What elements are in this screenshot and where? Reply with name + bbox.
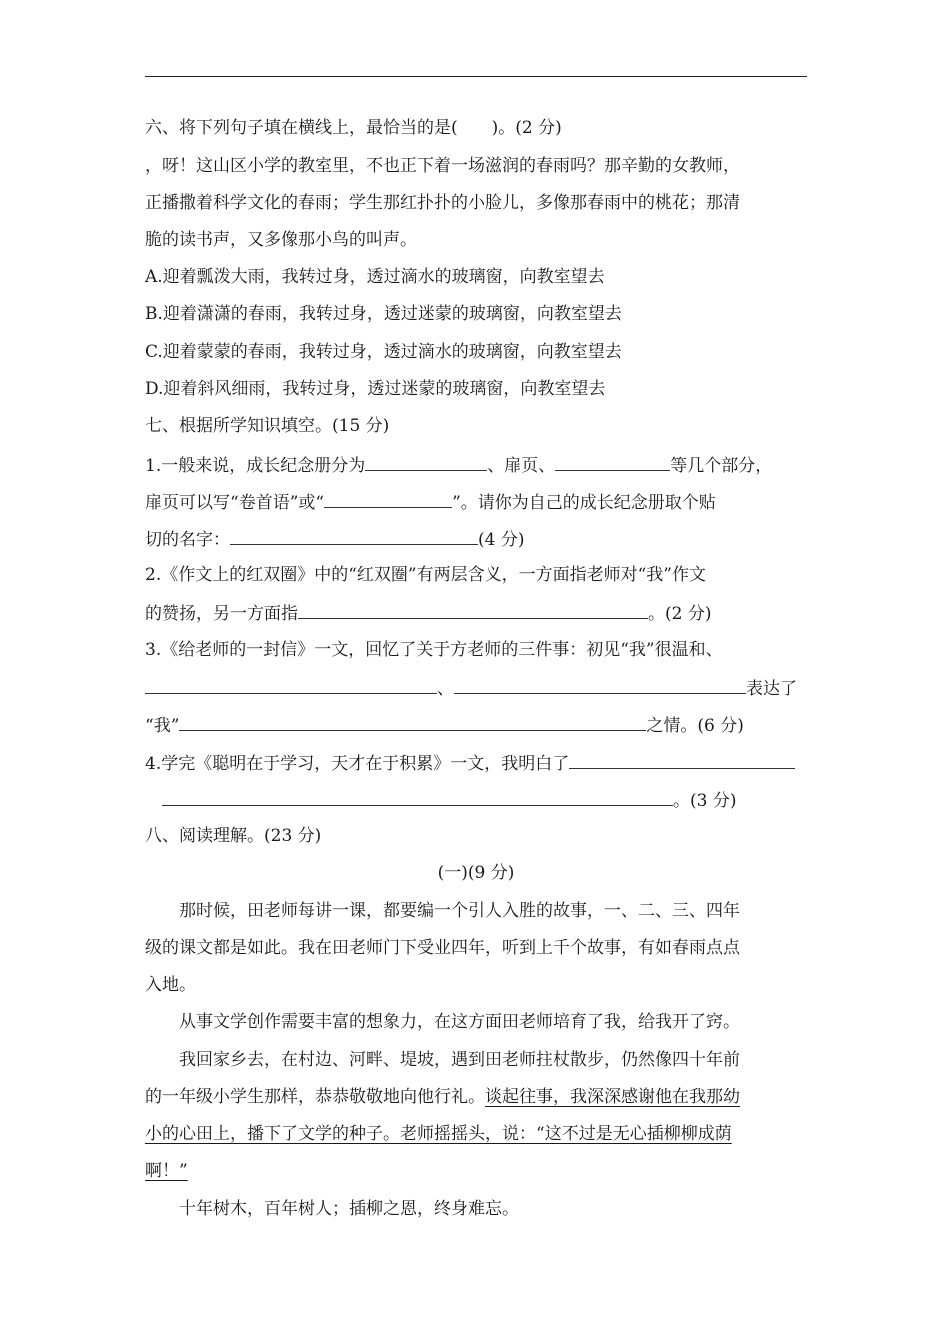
para-3-underlined-text-2: 小的心田上，播下了文学的种子。老师摇摇头，说：“这不过是无心插柳柳成荫 (145, 1124, 732, 1144)
section-7-heading: 七、根据所学知识填空。(15 分) (145, 416, 390, 436)
q1-blank-1[interactable] (365, 452, 487, 471)
q1-blank-2[interactable] (555, 452, 670, 471)
option-c: C.迎着蒙蒙的春雨，我转过身，透过滴水的玻璃窗，向教室望去 (145, 342, 622, 362)
question-4-line-2 (145, 787, 824, 813)
q4-blank-1[interactable] (569, 750, 795, 769)
section-6-heading: 六、将下列句子填在横线上，最恰当的是( )。(2 分) (145, 118, 562, 138)
q4-score: 。(3 分) (673, 791, 737, 811)
question-1-line-3 (145, 526, 807, 552)
question-3-line-3 (145, 712, 807, 738)
reading-para-3-line-1: 我回家乡去，在村边、河畔、堤坡，遇到田老师拄杖散步，仍然像四十年前 (179, 1050, 740, 1070)
header-rule (145, 76, 807, 77)
q4-text-a: 4.学完《聪明在于学习，天才在于积累》一文，我明白了 (145, 754, 570, 774)
reading-subheading: (一)(9 分) (437, 863, 515, 883)
question-1-line-2 (145, 489, 807, 515)
reading-para-2: 从事文学创作需要丰富的想象力，在这方面田老师培育了我，给我开了窍。 (179, 1012, 740, 1032)
question-2-line-1: 2.《作文上的红双圈》中的“红双圈”有两层含义，一方面指老师对“我”作文 (145, 565, 706, 585)
q3-text-d: “我” (145, 716, 180, 736)
option-a: A.迎着瓢泼大雨，我转过身，透过滴水的玻璃窗，向教室望去 (145, 267, 605, 287)
question-3-line-1: 3.《给老师的一封信》一文，回忆了关于方老师的三件事：初见“我”很温和、 (145, 640, 723, 660)
q2-score: 。(2 分) (648, 604, 712, 624)
q2-text-b: 的赞扬，另一方面指 (145, 604, 298, 624)
q1-score: (4 分) (478, 530, 525, 550)
q3-text-b: 、 (437, 679, 454, 699)
reading-para-1-line-3: 入地。 (145, 975, 196, 995)
reading-para-1-line-1: 那时候，田老师每讲一课，都要编一个引人入胜的故事，一、二、三、四年 (179, 901, 740, 921)
q3-blank-3[interactable] (179, 712, 646, 731)
q2-blank[interactable] (298, 600, 648, 619)
q1-text-b: 、扉页、 (487, 456, 556, 476)
q1-text-e: ”。请你为自己的成长纪念册取个贴 (452, 493, 716, 513)
option-d: D.迎着斜风细雨，我转过身，透过迷蒙的玻璃窗，向教室望去 (145, 379, 606, 399)
question-2-line-2 (145, 600, 807, 626)
section-6-passage-line-3: 脆的读书声，又多像那小鸟的叫声。 (145, 230, 417, 250)
q3-text-c: 表达了 (746, 679, 797, 699)
q1-blank-4[interactable] (230, 526, 478, 545)
section-6-passage-line-2: 正播撒着科学文化的春雨；学生那红扑扑的小脸儿，多像那春雨中的桃花；那清 (145, 193, 740, 213)
para-3-underlined-text-3: 啊！” (145, 1161, 188, 1181)
q4-blank-2[interactable] (162, 787, 673, 806)
option-b: B.迎着潇潇的春雨，我转过身，透过迷蒙的玻璃窗，向教室望去 (145, 304, 622, 324)
q3-blank-2[interactable] (454, 675, 746, 694)
question-3-line-2 (145, 675, 807, 701)
section-6-passage-line-1: ，呀！这山区小学的教室里，不也正下着一场滋润的春雨吗？那辛勤的女教师， (145, 156, 740, 176)
reading-para-3-line-2 (145, 1085, 807, 1109)
section-8-heading: 八、阅读理解。(23 分) (145, 826, 322, 846)
question-1-line-1 (145, 452, 807, 478)
q3-text-e: 之情。(6 分) (646, 716, 744, 736)
question-4-line-1 (145, 750, 807, 776)
para-3-underlined-text-1: 谈起往事，我深深感谢他在我那幼 (485, 1087, 740, 1107)
q1-blank-3[interactable] (324, 489, 452, 508)
reading-para-4: 十年树木，百年树人；插柳之恩，终身难忘。 (179, 1199, 519, 1219)
reading-para-1-line-2: 级的课文都是如此。我在田老师门下受业四年，听到上千个故事，有如春雨点点 (145, 938, 740, 958)
q3-blank-1[interactable] (145, 675, 437, 694)
q1-text-d: 扉页可以写“卷首语”或“ (145, 493, 325, 513)
q1-text-f: 切的名字： (145, 530, 230, 550)
q1-text-a: 1.一般来说，成长纪念册分为 (145, 456, 366, 476)
q1-text-c: 等几个部分， (670, 456, 773, 476)
para-3-plain-text: 的一年级小学生那样，恭恭敬敬地向他行礼。 (145, 1087, 485, 1107)
